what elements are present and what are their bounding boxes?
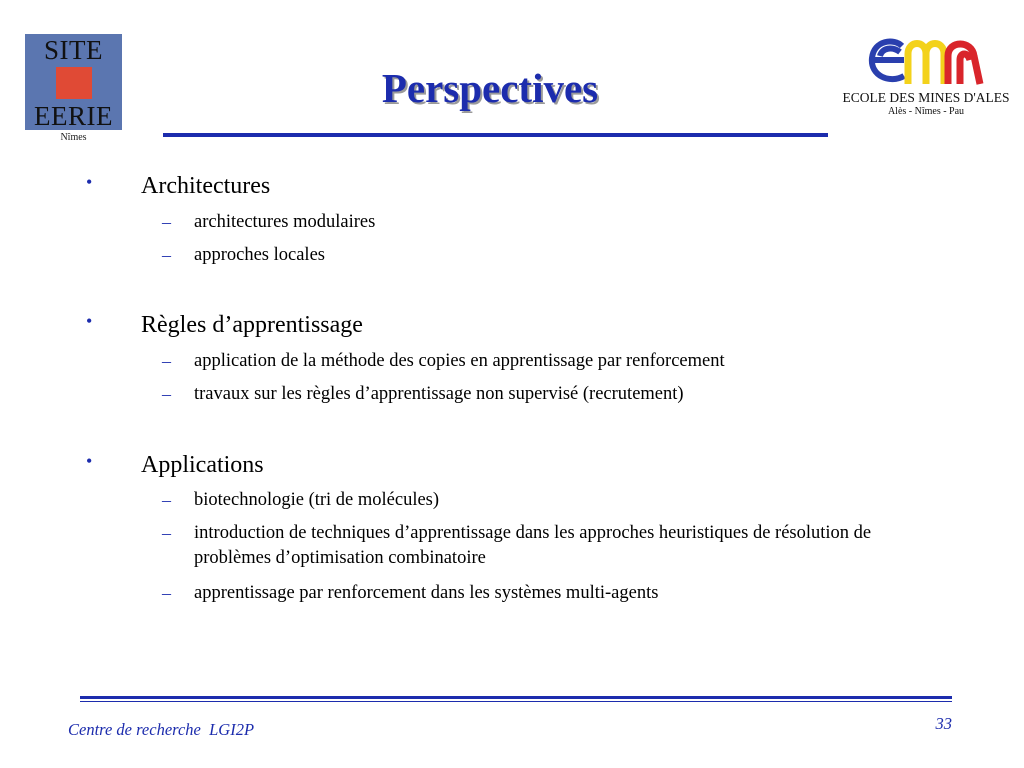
section-heading: Architectures: [141, 173, 271, 199]
logo-site-word: SITE: [44, 35, 103, 65]
list-item-text: apprentissage par renforcement dans les systèmes multi-agents: [194, 583, 659, 603]
list-item-text: approches locales: [194, 245, 325, 265]
slide-title: Perspectives: [381, 65, 599, 111]
footer-organization: Centre de recherche LGI2P: [68, 720, 255, 739]
logo-site-caption: Nîmes: [60, 132, 87, 143]
dash-icon: –: [162, 583, 171, 603]
bullet-icon: •: [86, 311, 93, 331]
list-item-text: travaux sur les règles d’apprentissage non supervisé (recrutement): [194, 384, 684, 404]
ema-logo: [842, 30, 1010, 122]
ema-school-name: ECOLE DES MINES D'ALES: [842, 90, 1010, 105]
page-number: 33: [935, 714, 952, 733]
dash-icon: –: [162, 351, 171, 371]
logo-eerie-word: EERIE: [34, 101, 113, 131]
dash-icon: –: [162, 212, 171, 232]
logo-red-square: [56, 67, 92, 99]
footer-rule-thin: [80, 701, 952, 702]
list-item-text: architectures modulaires: [194, 212, 376, 232]
list-item-text: biotechnologie (tri de molécules): [194, 490, 440, 510]
list-item-text: application de la méthode des copies en apprentissage par renforcement: [194, 351, 725, 371]
footer-rule: [80, 696, 952, 699]
bullet-icon: •: [86, 451, 93, 471]
bullet-icon: •: [86, 172, 93, 192]
section-heading: Applications: [141, 452, 264, 478]
list-item-text: introduction de techniques d’apprentissage dans les approches heuristiques de résolution de problèmes d’optimisation combinatoire: [194, 523, 872, 568]
dash-icon: –: [162, 245, 171, 265]
title-underline: [163, 133, 828, 137]
section-heading: Règles d’apprentissage: [141, 312, 363, 338]
ema-emblem-icon: [864, 32, 990, 90]
ema-sites: Alès - Nîmes - Pau: [887, 106, 965, 117]
site-eerie-logo: [25, 34, 122, 130]
dash-icon: –: [162, 490, 171, 510]
dash-icon: –: [162, 384, 171, 404]
dash-icon: –: [162, 523, 171, 543]
